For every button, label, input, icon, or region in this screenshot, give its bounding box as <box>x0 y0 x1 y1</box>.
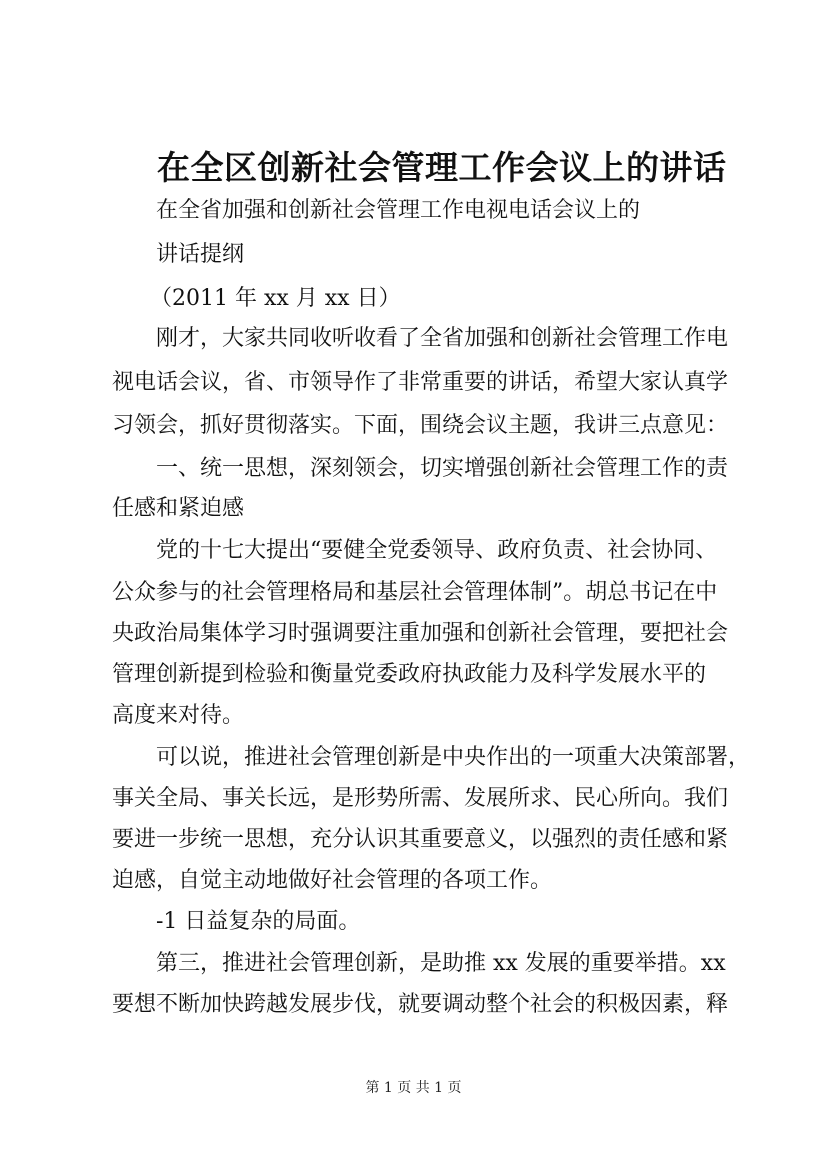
section-heading-1-line-2: 任感和紧迫感 <box>112 496 245 521</box>
paragraph-2-line-2: 公众参与的社会管理格局和基层社会管理体制”。胡总书记在中 <box>112 580 718 605</box>
paragraph-5-line-2: 要想不断加快跨越发展步伐，就要调动整个社会的积极因素，释 <box>112 992 729 1017</box>
paragraph-4-line-1: -1 日益复杂的局面。 <box>156 909 361 934</box>
paragraph-1-line-3: 习领会，抓好贯彻落实。下面，围绕会议主题，我讲三点意见： <box>112 413 729 438</box>
paragraph-2-line-1: 党的十七大提出“要健全党委领导、政府负责、社会协同、 <box>156 538 718 563</box>
section-heading-1-line-1: 一、统一思想，深刻领会，切实增强创新社会管理工作的责 <box>156 456 729 481</box>
paragraph-2-line-5: 高度来对待。 <box>112 703 245 728</box>
paragraph-3-line-3: 要进一步统一思想，充分认识其重要意义，以强烈的责任感和紧 <box>112 827 729 852</box>
document-title: 在全区创新社会管理工作会议上的讲话 <box>157 148 727 187</box>
paragraph-2-line-4: 管理创新提到检验和衡量党委政府执政能力及科学发展水平的 <box>112 662 707 687</box>
subtitle-line-2: 讲话提纲 <box>156 242 245 267</box>
subtitle-line-1: 在全省加强和创新社会管理工作电视电话会议上的 <box>156 198 641 223</box>
paragraph-3-line-2: 事关全局、事关长远，是形势所需、发展所求、民心所向。我们 <box>112 786 729 811</box>
paragraph-5-line-1: 第三，推进社会管理创新，是助推 xx 发展的重要举措。xx <box>156 951 726 976</box>
paragraph-3-line-1: 可以说，推进社会管理创新是中央作出的一项重大决策部署， <box>156 745 751 770</box>
document-date: （2011 年 xx 月 xx 日） <box>150 286 401 311</box>
page-footer: 第 1 页 共 1 页 <box>365 1080 462 1096</box>
paragraph-1-line-2: 视电话会议，省、市领导作了非常重要的讲话，希望大家认真学 <box>112 370 729 395</box>
paragraph-3-line-4: 迫感，自觉主动地做好社会管理的各项工作。 <box>112 868 553 893</box>
paragraph-2-line-3: 央政治局集体学习时强调要注重加强和创新社会管理，要把社会 <box>112 621 729 646</box>
paragraph-1-line-1: 刚才，大家共同收听收看了全省加强和创新社会管理工作电 <box>156 326 729 351</box>
